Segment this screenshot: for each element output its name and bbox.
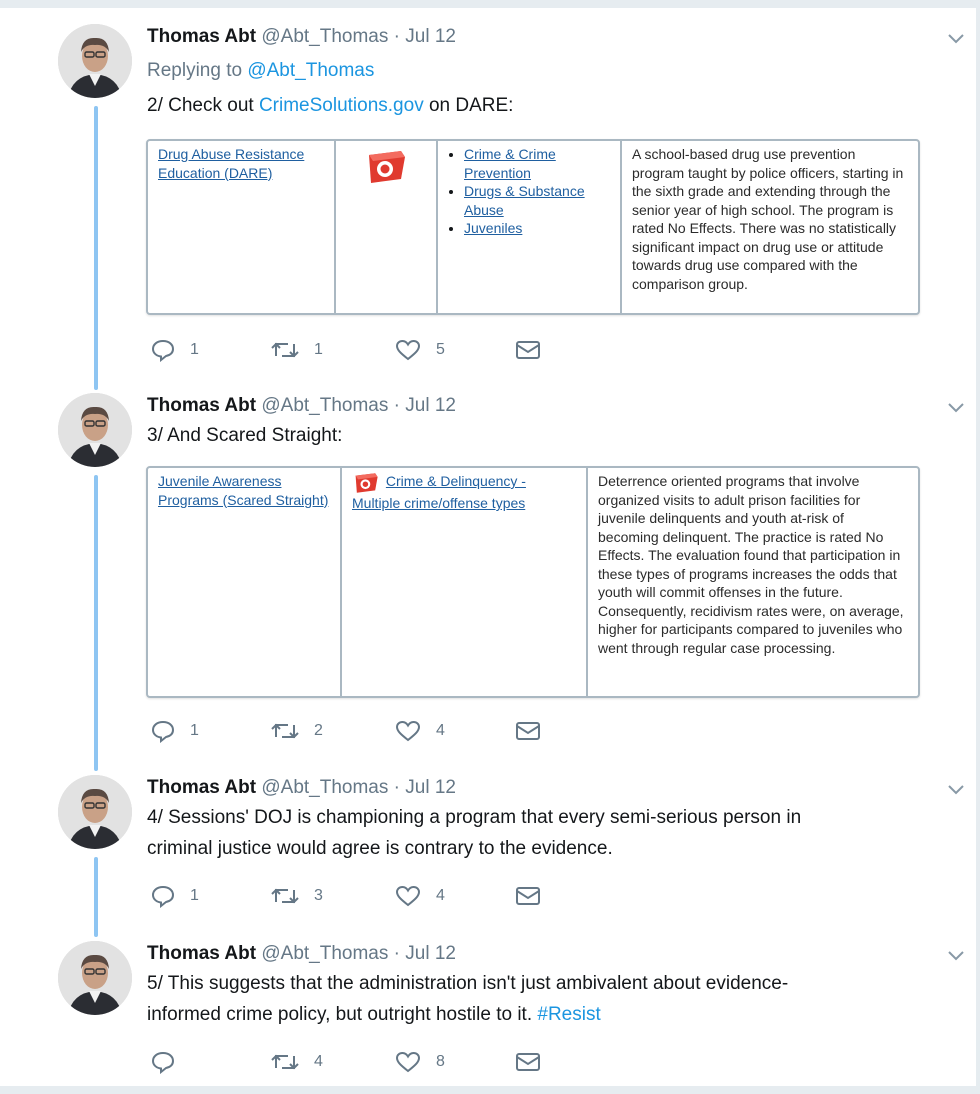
envelope-icon xyxy=(514,884,542,908)
tweet-actions xyxy=(150,882,570,910)
retweet-count: 3 xyxy=(314,887,323,904)
tweet-text xyxy=(147,802,922,864)
heart-icon xyxy=(394,338,422,362)
tweet-text: 3/ And Scared Straight: xyxy=(147,425,343,446)
program-link[interactable]: Drug Abuse Resistance Education (DARE) xyxy=(158,146,305,181)
no-effects-icon xyxy=(365,149,407,185)
retweet-button[interactable] xyxy=(270,336,323,364)
reply-count: 1 xyxy=(190,341,199,358)
tweet[interactable] xyxy=(0,941,976,1081)
retweet-button[interactable] xyxy=(270,1048,323,1076)
author-name[interactable]: Thomas Abt xyxy=(147,943,257,964)
tweet-text-part: 2/ Check out xyxy=(147,95,254,116)
tweet-text-line: 5/ This suggests that the administration isn't just ambivalent about evidence- xyxy=(147,973,789,994)
author-handle[interactable]: @Abt_Thomas xyxy=(261,943,389,964)
separator: · xyxy=(393,26,400,47)
author-name[interactable]: Thomas Abt xyxy=(147,777,257,798)
avatar[interactable] xyxy=(58,775,132,849)
embedded-table[interactable] xyxy=(146,139,920,315)
envelope-icon xyxy=(514,1050,542,1074)
reply-icon xyxy=(150,719,176,743)
embedded-table[interactable] xyxy=(146,466,920,698)
tweet-actions xyxy=(150,1048,570,1076)
retweet-button[interactable] xyxy=(270,717,323,745)
like-button[interactable] xyxy=(394,336,445,364)
tweet-content xyxy=(147,24,922,121)
reply-button[interactable] xyxy=(150,882,199,910)
heart-icon xyxy=(394,1050,422,1074)
tweet-text-line: 4/ Sessions' DOJ is championing a program that every semi-serious person in xyxy=(147,807,802,828)
tweet-actions xyxy=(150,717,570,745)
avatar-image xyxy=(58,24,132,98)
description-cell xyxy=(622,141,914,313)
message-button[interactable] xyxy=(514,882,542,910)
tweet[interactable] xyxy=(0,393,976,753)
chevron-down-icon[interactable] xyxy=(946,28,966,48)
tweet-text xyxy=(147,90,922,121)
retweet-icon xyxy=(270,884,300,908)
avatar[interactable] xyxy=(58,393,132,467)
description-cell xyxy=(588,468,914,696)
message-button[interactable] xyxy=(514,1048,542,1076)
tweet-content xyxy=(147,941,922,1030)
replying-to-handle[interactable]: @Abt_Thomas xyxy=(247,60,375,81)
reply-button[interactable] xyxy=(150,717,199,745)
topics-cell xyxy=(342,468,588,696)
separator: · xyxy=(393,777,400,798)
like-count: 8 xyxy=(436,1053,445,1070)
like-button[interactable] xyxy=(394,882,445,910)
reply-button[interactable] xyxy=(150,336,199,364)
avatar-image xyxy=(58,941,132,1015)
bottom-band xyxy=(0,1086,980,1094)
tweet[interactable] xyxy=(0,24,976,374)
tweet-text-line: criminal justice would agree is contrary to the evidence. xyxy=(147,838,613,859)
heart-icon xyxy=(394,884,422,908)
tweet-header xyxy=(147,24,922,50)
tweet-date[interactable]: Jul 12 xyxy=(405,777,456,798)
author-handle[interactable]: @Abt_Thomas xyxy=(261,777,389,798)
topics-list xyxy=(448,145,610,238)
replying-to-label: Replying to xyxy=(147,60,243,81)
chevron-down-icon[interactable] xyxy=(946,397,966,417)
message-button[interactable] xyxy=(514,336,542,364)
topic-link[interactable]: Drugs & Substance Abuse xyxy=(464,183,585,218)
author-name[interactable]: Thomas Abt xyxy=(147,26,257,47)
separator: · xyxy=(393,395,400,416)
tweet-content xyxy=(147,393,922,451)
tweet-text-line xyxy=(147,999,922,1030)
program-description: Deterrence oriented programs that involve organized visits to adult prison facilities for juvenile delinquents and youth at-risk of becoming delinquent. The practice is rated No Effects. The evaluation found that participation in these types of programs increases the odds that youth will commit offenses in the future. Consequently, recidivism rates were, on average, higher for participants compared to juveniles who went through regular case processing. xyxy=(598,473,904,656)
avatar-image xyxy=(58,393,132,467)
chevron-down-icon[interactable] xyxy=(946,945,966,965)
tweet-link[interactable]: CrimeSolutions.gov xyxy=(258,95,424,116)
program-link[interactable]: Juvenile Awareness Programs (Scared Straight) xyxy=(158,473,329,508)
tweet-content xyxy=(147,775,922,864)
no-effects-icon xyxy=(352,472,380,494)
envelope-icon xyxy=(514,338,542,362)
tweet-header xyxy=(147,775,922,801)
tweet-date[interactable]: Jul 12 xyxy=(405,26,456,47)
retweet-button[interactable] xyxy=(270,882,323,910)
reply-button[interactable] xyxy=(150,1048,190,1076)
reply-count: 1 xyxy=(190,887,199,904)
reply-icon xyxy=(150,338,176,362)
retweet-icon xyxy=(270,719,300,743)
message-button[interactable] xyxy=(514,717,542,745)
reply-icon xyxy=(150,1050,176,1074)
topic-link[interactable]: Juveniles xyxy=(464,220,523,236)
program-cell xyxy=(148,468,342,696)
reply-count: 1 xyxy=(190,722,199,739)
program-cell xyxy=(148,141,336,313)
topic-item xyxy=(464,219,610,238)
program-description: A school-based drug use prevention program taught by police officers, starting in the sixth grade and extending through the senior year of high school. The program is rated No Effects. There was no statistically significant impact on drug use or attitude towards drug use compared with the comparison group. xyxy=(632,146,904,292)
replying-to xyxy=(147,58,922,84)
topic-link[interactable]: Crime & Delinquency - Multiple crime/offense types xyxy=(352,473,526,511)
tweet[interactable] xyxy=(0,775,976,915)
retweet-count: 1 xyxy=(314,341,323,358)
avatar-image xyxy=(58,775,132,849)
topics-cell xyxy=(438,141,622,313)
tweet-date[interactable]: Jul 12 xyxy=(405,943,456,964)
reply-icon xyxy=(150,884,176,908)
retweet-icon xyxy=(270,338,300,362)
topic-item xyxy=(464,145,610,182)
like-button[interactable] xyxy=(394,1048,445,1076)
avatar[interactable] xyxy=(58,941,132,1015)
tweet-text-part: informed crime policy, but outright hostile to it. xyxy=(147,1004,533,1025)
topic-link[interactable]: Crime & Crime Prevention xyxy=(464,146,556,181)
retweet-count: 2 xyxy=(314,722,323,739)
tweet-header xyxy=(147,393,922,419)
envelope-icon xyxy=(514,719,542,743)
retweet-count: 4 xyxy=(314,1053,323,1070)
tweet-date[interactable]: Jul 12 xyxy=(405,395,456,416)
avatar[interactable] xyxy=(58,24,132,98)
topic-item xyxy=(464,182,610,219)
heart-icon xyxy=(394,719,422,743)
chevron-down-icon[interactable] xyxy=(946,779,966,799)
top-band xyxy=(0,0,980,8)
like-count: 4 xyxy=(436,722,445,739)
tweet-header xyxy=(147,941,922,967)
tweet-text-part: on DARE: xyxy=(428,95,514,116)
rating-cell xyxy=(336,141,438,313)
author-name[interactable]: Thomas Abt xyxy=(147,395,257,416)
separator: · xyxy=(393,943,400,964)
like-count: 4 xyxy=(436,887,445,904)
right-edge xyxy=(976,0,980,1094)
author-handle[interactable]: @Abt_Thomas xyxy=(261,395,389,416)
like-count: 5 xyxy=(436,341,445,358)
like-button[interactable] xyxy=(394,717,445,745)
tweet-actions xyxy=(150,336,570,364)
hashtag-link[interactable]: #Resist xyxy=(537,1004,601,1025)
author-handle[interactable]: @Abt_Thomas xyxy=(261,26,389,47)
tweet-text xyxy=(147,968,922,1030)
retweet-icon xyxy=(270,1050,300,1074)
